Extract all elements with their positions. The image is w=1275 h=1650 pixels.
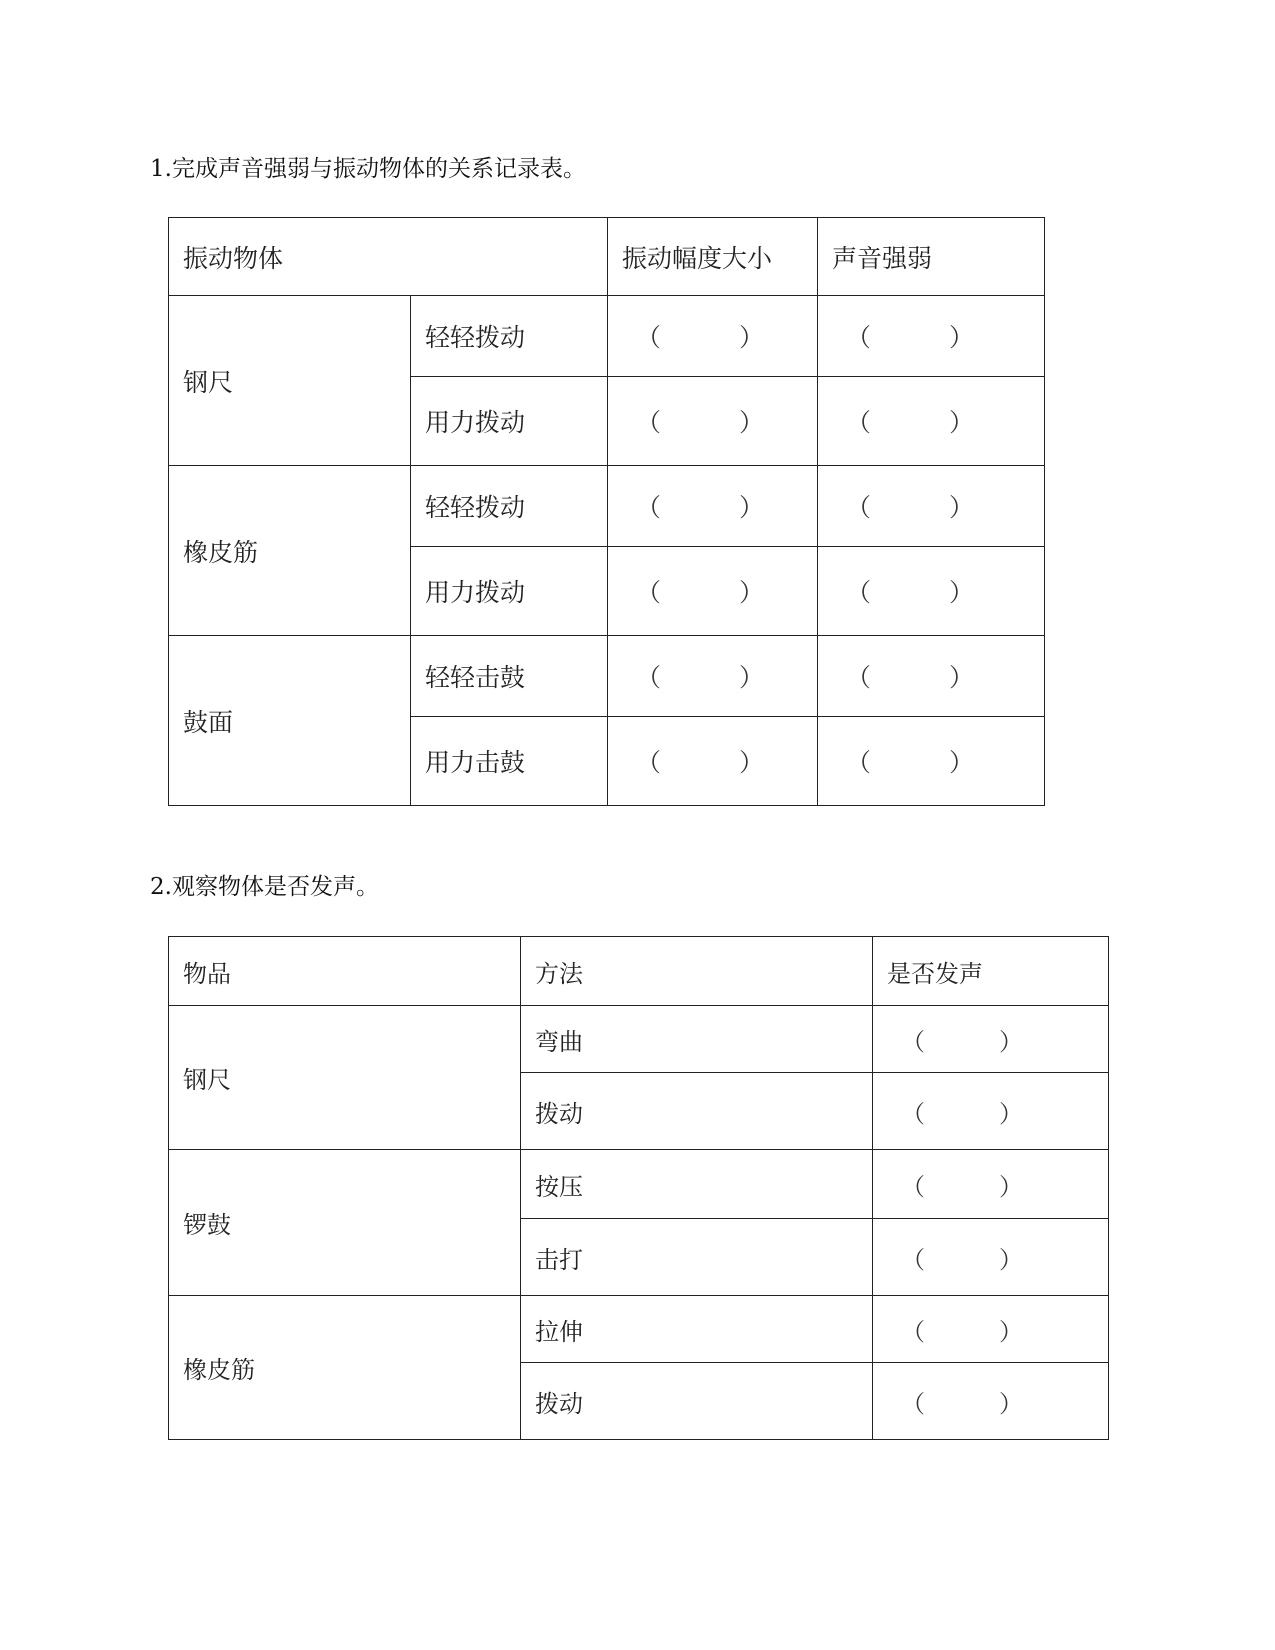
method-cell: 拨动 (521, 1363, 873, 1440)
header-vibrating-object: 振动物体 (169, 218, 608, 296)
item-cell: 锣鼓 (169, 1150, 521, 1296)
item-cell: 钢尺 (169, 1006, 521, 1150)
method-cell: 击打 (521, 1219, 873, 1296)
amplitude-blank[interactable]: （ ） (608, 296, 818, 377)
table-row (169, 1150, 1109, 1219)
object-cell: 橡皮筋 (169, 466, 411, 636)
sound-blank[interactable]: （ ） (873, 1363, 1109, 1440)
method-cell: 拉伸 (521, 1296, 873, 1363)
amplitude-blank[interactable]: （ ） (608, 377, 818, 466)
strength-blank[interactable]: （ ） (818, 466, 1045, 547)
header-item: 物品 (169, 937, 521, 1006)
sound-blank[interactable]: （ ） (873, 1150, 1109, 1219)
header-sound-strength: 声音强弱 (818, 218, 1045, 296)
amplitude-blank[interactable]: （ ） (608, 717, 818, 806)
action-cell: 用力拨动 (411, 377, 608, 466)
action-cell: 用力击鼓 (411, 717, 608, 806)
sound-blank[interactable]: （ ） (873, 1296, 1109, 1363)
strength-blank[interactable]: （ ） (818, 296, 1045, 377)
action-cell: 轻轻击鼓 (411, 636, 608, 717)
strength-blank[interactable]: （ ） (818, 636, 1045, 717)
object-cell: 钢尺 (169, 296, 411, 466)
header-amplitude: 振动幅度大小 (608, 218, 818, 296)
action-cell: 轻轻拨动 (411, 296, 608, 377)
strength-blank[interactable]: （ ） (818, 547, 1045, 636)
amplitude-blank[interactable]: （ ） (608, 466, 818, 547)
method-cell: 弯曲 (521, 1006, 873, 1073)
table-header-row (169, 937, 1109, 1006)
action-cell: 用力拨动 (411, 547, 608, 636)
method-cell: 拨动 (521, 1073, 873, 1150)
table-header-row (169, 218, 1045, 296)
sound-blank[interactable]: （ ） (873, 1073, 1109, 1150)
header-makes-sound: 是否发声 (873, 937, 1109, 1006)
strength-blank[interactable]: （ ） (818, 717, 1045, 806)
table-row (169, 466, 1045, 547)
object-cell: 鼓面 (169, 636, 411, 806)
table-row (169, 1006, 1109, 1073)
item-cell: 橡皮筋 (169, 1296, 521, 1440)
header-method: 方法 (521, 937, 873, 1006)
strength-blank[interactable]: （ ） (818, 377, 1045, 466)
sound-blank[interactable]: （ ） (873, 1219, 1109, 1296)
amplitude-blank[interactable]: （ ） (608, 636, 818, 717)
table-row (169, 1296, 1109, 1363)
amplitude-blank[interactable]: （ ） (608, 547, 818, 636)
question-1-title: 1.完成声音强弱与振动物体的关系记录表。 (150, 156, 586, 182)
sound-strength-record-table (168, 217, 1045, 806)
question-2-title: 2.观察物体是否发声。 (150, 874, 379, 900)
table-row (169, 296, 1045, 377)
method-cell: 按压 (521, 1150, 873, 1219)
sound-blank[interactable]: （ ） (873, 1006, 1109, 1073)
sound-observation-table (168, 936, 1109, 1440)
action-cell: 轻轻拨动 (411, 466, 608, 547)
table-row (169, 636, 1045, 717)
